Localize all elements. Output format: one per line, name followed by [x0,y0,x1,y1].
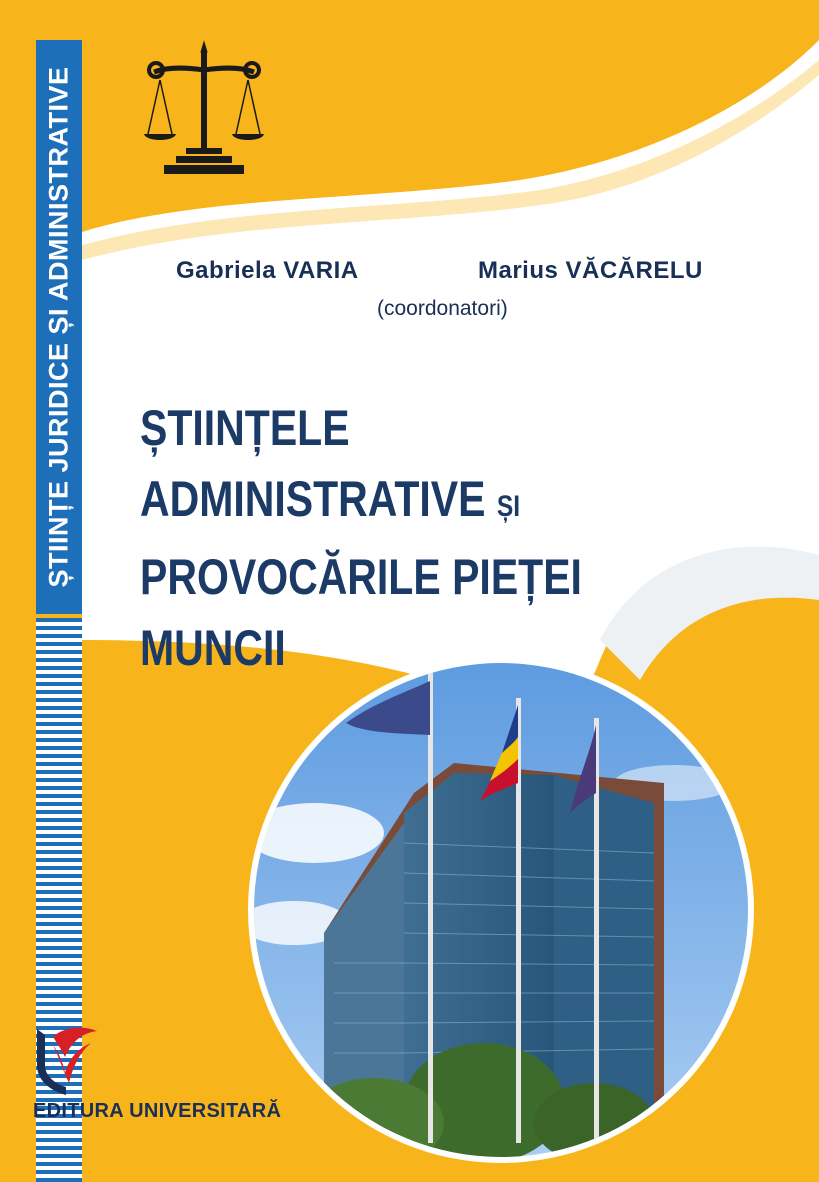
cover-photo [254,663,748,1157]
title-line-1-text: ȘTIINȚELE ADMINISTRATIVE [140,400,486,527]
author-second: Marius VĂCĂRELU [478,257,703,284]
book-title [140,393,681,684]
building-illustration [254,663,748,1157]
author-first: Gabriela VARIA [176,257,359,284]
series-label: ȘTIINȚE JURIDICE ȘI ADMINISTRATIVE [43,66,74,588]
publisher-name: EDITURA UNIVERSITARĂ [33,1100,282,1122]
spine-stripes [36,618,82,1182]
shield-logo-icon [33,1023,99,1097]
author-role: (coordonatori) [377,297,508,320]
title-line-1-suffix: ȘI [496,490,521,523]
title-line-2: PROVOCĂRILE PIEȚEI MUNCII [140,549,582,676]
scales-of-justice-icon [140,40,268,176]
title-line-1 [140,393,681,542]
